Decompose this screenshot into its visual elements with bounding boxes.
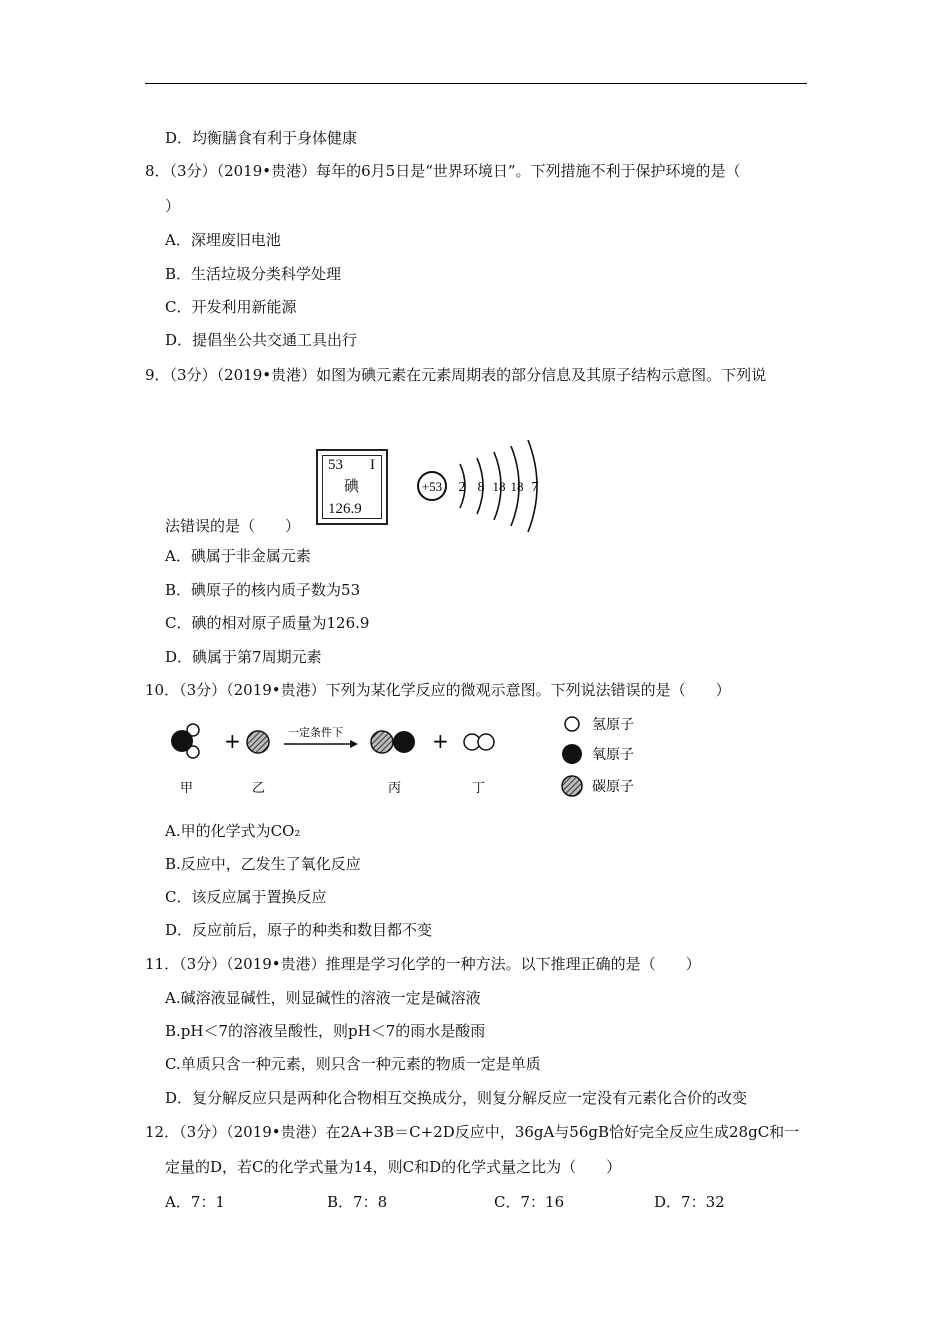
q8-stem-cont: ） bbox=[165, 197, 181, 215]
q9-stem-cont: 法错误的是（ ） bbox=[165, 517, 301, 535]
q11-option-b: B.pH＜7的溶液呈酸性，则pH＜7的雨水是酸雨 bbox=[165, 1022, 486, 1040]
q10-option-d: D．反应前后，原子的种类和数目都不变 bbox=[165, 921, 433, 939]
oxygen-atom bbox=[393, 731, 415, 753]
oxygen-atom bbox=[171, 730, 193, 752]
q11-option-a: A.碱溶液显碱性，则显碱性的溶液一定是碱溶液 bbox=[165, 989, 481, 1007]
q12-option-d: D．7：32 bbox=[654, 1193, 725, 1211]
q10-option-c: C．该反应属于置换反应 bbox=[165, 888, 327, 906]
legend-oxygen-icon bbox=[562, 744, 582, 764]
q12-option-c: C．7：16 bbox=[494, 1193, 565, 1211]
q11-option-c: C.单质只含一种元素，则只含一种元素的物质一定是单质 bbox=[165, 1055, 541, 1073]
carbon-atom bbox=[371, 731, 393, 753]
q10-stem: 10．（3分）（2019•贵港）下列为某化学反应的微观示意图。下列说法错误的是（ ） bbox=[145, 681, 731, 699]
q12-option-a: A．7：1 bbox=[165, 1193, 225, 1211]
label-bing: 丙 bbox=[388, 781, 402, 796]
label-jia: 甲 bbox=[180, 781, 194, 796]
q8-stem: 8．（3分）（2019•贵港）每年的6月5日是“世界环境日”。下列措施不利于保护环境的是（ bbox=[145, 162, 741, 180]
element-name: 碘 bbox=[344, 479, 360, 495]
q11-stem: 11．（3分）（2019•贵港）推理是学习化学的一种方法。以下推理正确的是（ ） bbox=[145, 955, 701, 973]
q12-option-b: B．7：8 bbox=[327, 1193, 388, 1211]
q11-option-d: D．复分解反应只是两种化合物相互交换成分，则复分解反应一定没有元素化合价的改变 bbox=[165, 1089, 748, 1107]
q12-stem: 12．（3分）（2019•贵港）在2A+3B＝C+2D反应中，36gA与56gB恰好完全反应生成28gC和一 bbox=[145, 1123, 800, 1141]
shell-count: 18 bbox=[510, 479, 524, 494]
q9-option-b: B．碘原子的核内质子数为53 bbox=[165, 581, 361, 599]
label-ding: 丁 bbox=[472, 781, 486, 796]
atom-structure-diagram bbox=[410, 436, 550, 532]
legend-carbon-label: 碳原子 bbox=[592, 779, 634, 795]
hydrogen-atom bbox=[478, 734, 494, 750]
q7-option-d: D．均衡膳食有利于身体健康 bbox=[165, 129, 358, 147]
q9-stem: 9．（3分）（2019•贵港）如图为碘元素在元素周期表的部分信息及其原子结构示意图。下列说 bbox=[145, 366, 767, 384]
atomic-mass: 126.9 bbox=[328, 501, 362, 517]
nucleus-label: +53 bbox=[421, 479, 443, 494]
plus-sign: + bbox=[224, 729, 241, 753]
element-symbol: I bbox=[370, 457, 375, 473]
shell-count: 8 bbox=[477, 480, 485, 495]
legend-oxygen-label: 氧原子 bbox=[592, 747, 634, 763]
reaction-condition: 一定条件下 bbox=[288, 726, 343, 739]
q12-stem-cont: 定量的D，若C的化学式量为14，则C和D的化学式量之比为（ ） bbox=[165, 1158, 622, 1176]
q9-option-c: C．碘的相对原子质量为126.9 bbox=[165, 614, 370, 632]
shell-count: 18 bbox=[492, 479, 506, 494]
label-yi: 乙 bbox=[252, 781, 266, 796]
legend-carbon-icon bbox=[562, 776, 582, 796]
q8-option-c: C．开发利用新能源 bbox=[165, 298, 297, 316]
q8-option-d: D．提倡坐公共交通工具出行 bbox=[165, 331, 358, 349]
header-rule bbox=[145, 83, 807, 84]
q9-option-a: A．碘属于非金属元素 bbox=[165, 547, 311, 565]
shell-count: 2 bbox=[458, 480, 466, 495]
arrow-head bbox=[350, 740, 358, 748]
iodine-element-box bbox=[316, 449, 388, 525]
q9-option-d: D．碘属于第7周期元素 bbox=[165, 648, 322, 666]
q8-option-a: A．深埋废旧电池 bbox=[165, 231, 281, 249]
shell-count: 7 bbox=[531, 480, 539, 495]
reaction-diagram bbox=[160, 712, 680, 804]
atomic-number: 53 bbox=[328, 457, 343, 473]
carbon-atom bbox=[247, 731, 269, 753]
q10-option-b: B.反应中，乙发生了氧化反应 bbox=[165, 855, 361, 873]
legend-hydrogen-label: 氢原子 bbox=[592, 717, 634, 733]
plus-sign: + bbox=[432, 729, 449, 753]
q8-option-b: B．生活垃圾分类科学处理 bbox=[165, 265, 342, 283]
legend-hydrogen-icon bbox=[565, 717, 579, 731]
q10-option-a: A.甲的化学式为CO₂ bbox=[165, 822, 301, 840]
